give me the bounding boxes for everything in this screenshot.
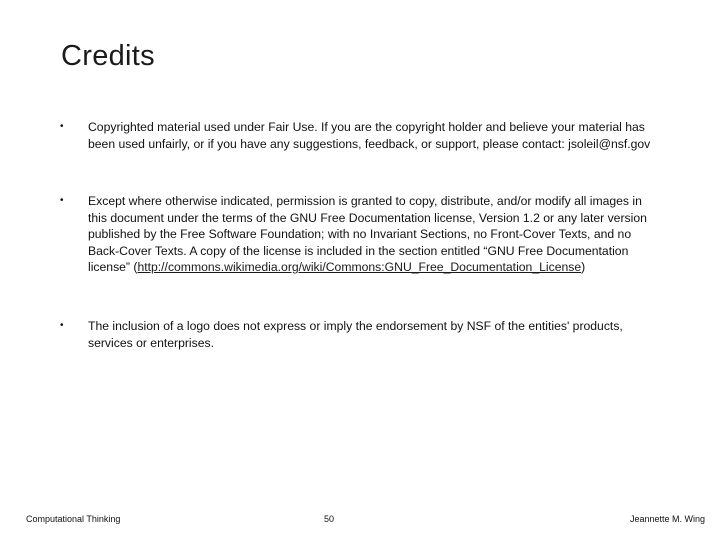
fair-use-text: Copyrighted material used under Fair Use. If you are the copyright holder and believe your material has been used unfairly, or if you have any suggestions, feedback, or support, please contact: jsoleil@nsf.gov (88, 120, 651, 151)
bullet-icon: • (60, 195, 64, 206)
page-number: 50 (324, 514, 335, 524)
license-text (88, 193, 660, 276)
footer-course-title: Computational Thinking (26, 514, 121, 524)
page-title: Credits (61, 40, 155, 72)
footer-author: Jeannette M. Wing (629, 514, 705, 524)
license-text-before: Except where otherwise indicated, permission is granted to copy, distribute, and/or modify all images in this document under the terms of the GNU Free Documentation license, Version 1.2 or any later version published by the Free Software Foundation; with no Invariant Sections, no Front-Cover Texts, and no Back-Cover Texts. A copy of the license is included in the section entitled “GNU Free Documentation license” ( (88, 194, 647, 274)
license-link[interactable]: http://commons.wikimedia.org/wiki/Commons:GNU_Free_Documentation_License (137, 260, 582, 274)
bullet-icon: • (60, 320, 64, 331)
logo-disclaimer-text: The inclusion of a logo does not express or imply the endorsement by NSF of the entities' products, services or enterprises. (88, 319, 623, 350)
bullet-icon: • (60, 121, 64, 132)
license-text-after: ) (581, 260, 586, 274)
